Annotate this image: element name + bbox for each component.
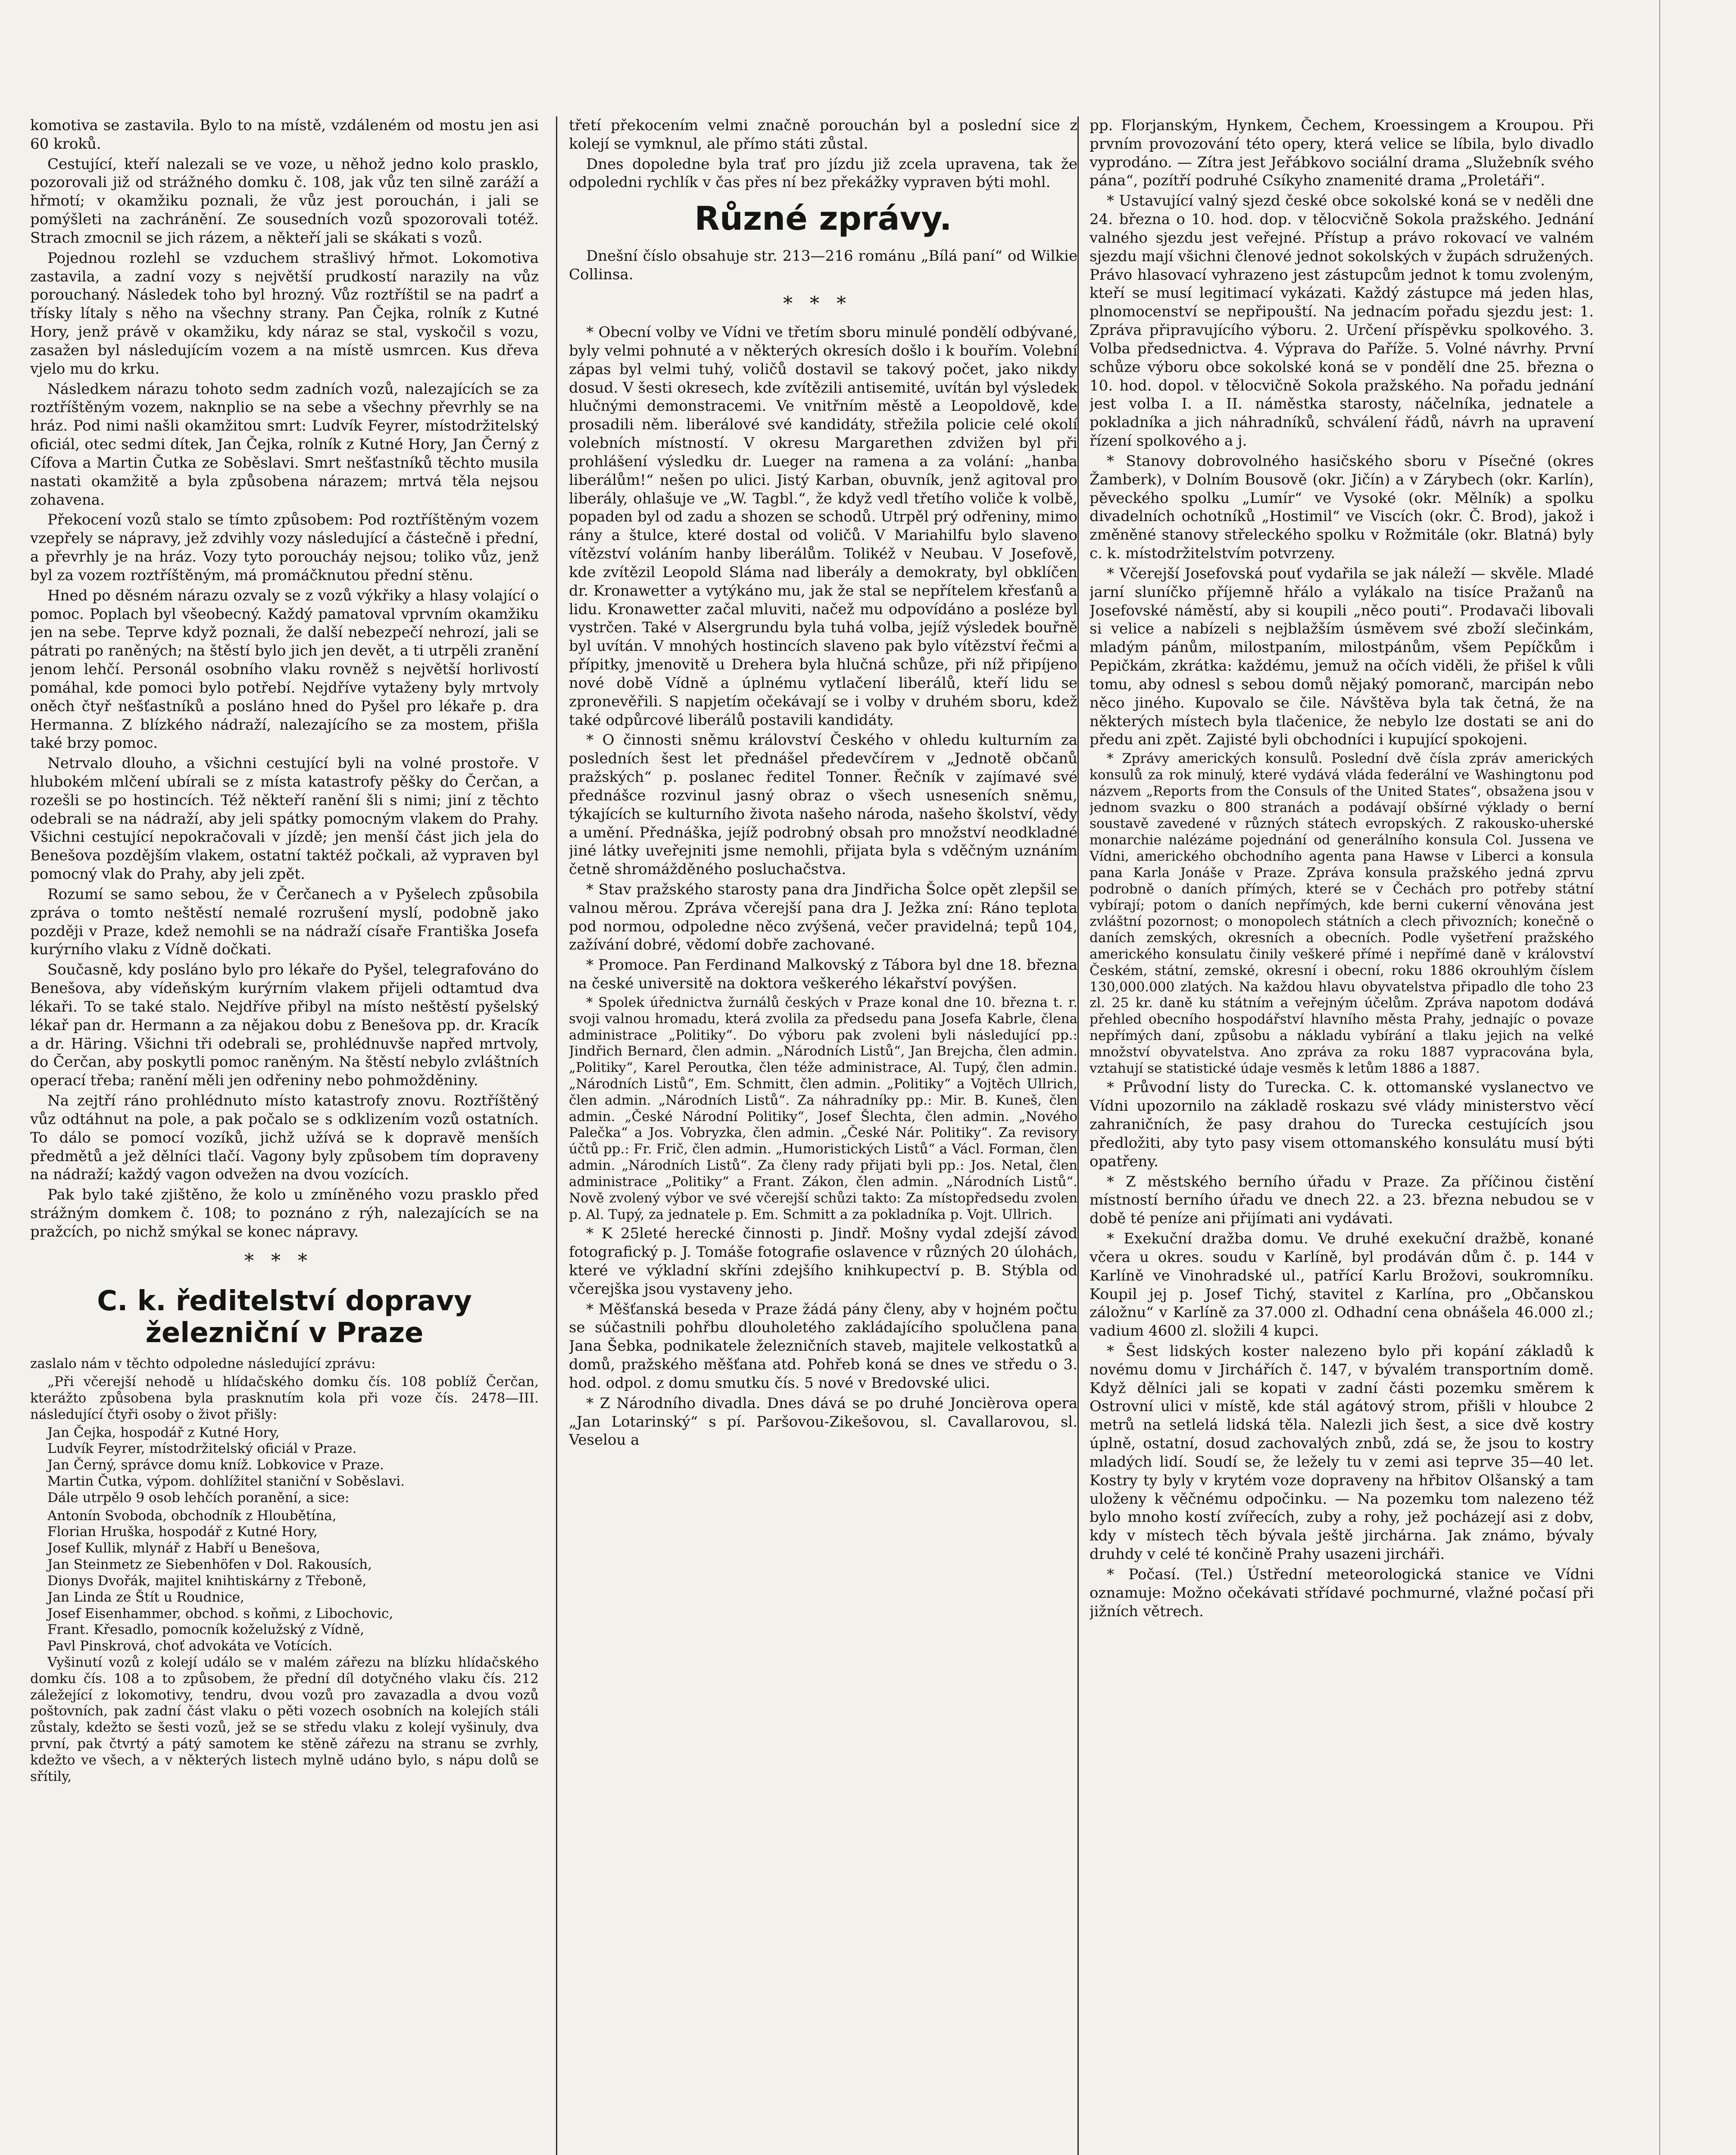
news-item: * K 25leté herecké činnosti p. Jindř. Mošny vydal zdejší závod fotografický p. J. Tomáše fotografie oslavence v různých 20 úlohách, které ve výkladní skříni zdejšího knihkupectví p. B. Stýbla od včerejška jsou vystaveny jeho. bbox=[569, 1225, 1077, 1298]
news-item: * Počasí. (Tel.) Ústřední meteorologická stanice ve Vídni oznamuje: Možno očekávati střídavé pochmurné, vlažné počasí při jižních větrech. bbox=[1090, 1565, 1594, 1620]
paragraph: pp. Florjanským, Hynkem, Čechem, Kroessingem a Kroupou. Při prvním provozování této opery, která velice se líbila, bylo divadlo vyprodáno. — Zítra jest Jeřábkovo sociální drama „Služebník svého pána“, pozítří podruhé Csíkyho znamenité drama „Proletáři“. bbox=[1090, 117, 1594, 190]
list-item: Jan Čejka, hospodář z Kutné Hory, bbox=[47, 1424, 280, 1440]
news-item: * Stanovy dobrovolného hasičského sboru v Písečné (okres Žamberk), v Dolním Bousově (okr. Jičín) a v Zárybech (okr. Karlín), pěveckého spolku „Lumír“ ve Vysoké (okr. Mělník) a spolku divadelních ochotníků „Hostimil“ ve Viscích (okr. Č. Brod), jakož i změněné stanovy střeleckého spolku v Rožmitále (okr. Blatná) byly c. k. místodržitelstvím potvrzeny. bbox=[1090, 452, 1594, 562]
paragraph: Pojednou rozlehl se vzduchem strašlivý hřmot. Lokomotiva zastavila, a zadní vozy s největší prudkostí narazily na vůz porouchaný. Následek toho byl hrozný. Vůz roztříštil se na padrť a třísky lítaly s něho na všechny strany. Pan Čejka, rolník z Kutné Hory, jenž právě v okamžiku, kdy náraz se stal, vyskočil s vozu, zasažen byl následujícím vozem a na místě usmrcen. Kus dřeva vjelo mu do krku. bbox=[30, 249, 539, 378]
paragraph: Na zejtří ráno prohlédnuto místo katastrofy znovu. Roztříštěný vůz odtáhnut na pole, a pak počalo se s odklizením vozů ostatních. To dálo se pomocí vozíků, jichž užívá se k dopravě menších předmětů a jež dělníci tlačí. Vagony byly způsobem tím dopraveny na nádraží; každý vagon odvežen na dvou vozících. bbox=[30, 1092, 539, 1184]
list-item: Martin Čutka, výpom. dohlížitel staniční v Soběslavi. bbox=[47, 1474, 405, 1489]
list-item: Pavl Pinskrová, choť advokáta ve Votících. bbox=[47, 1638, 333, 1654]
paragraph: Cestující, kteří nalezali se ve voze, u něhož jedno kolo prasklo, pozorovali již od strážného domku č. 108, jak vůz ten silně zaráží a hřmotí; v okamžiku poznali, že vůz jest porouchán, i jali se pomýšleti na zachránění. Ze sousedních vozů spozorovali totéž. Strach zmocnil se jich rázem, a někteří jali se skákati s vozů. bbox=[30, 155, 539, 247]
news-item: * Obecní volby ve Vídni ve třetím sboru minulé pondělí odbývané, byly velmi pohnuté a v některých okresích došlo i k bouřím. Volební zápas byl velmi tuhý, voličů dostavil se takový počet, jako nikdy dosud. V šesti okresech, kde zvítězili antisemité, uvítán byl výsledek hlučnými demonstracemi. Ve vnitřním městě a Leopoldově, kde prosadili něm. liberálové své kandidáty, střežila policie celé okolí volebních místností. V okresu Margarethen zdvižen byl při prohlášení výsledku dr. Lueger na ramena a za volání: „hanba liberálům!“ nešen po ulici. Jistý Karban, obuvník, jenž agitoval pro liberály, ohlašuje ve „W. Tagbl.“, že když vedl třetího voliče k volbě, popaden byl od zadu a shozen se schodů. Utrpěl prý odřeniny, mimo rány a štulce, které dostal od voličů. V Mariahilfu bylo slaveno vítězství voláním hanby liberálům. Tolikéž v Neubau. V Josefově, kde zvítězil Leopold Sláma nad liberály a demokraty, byl obklíčen dr. Kronawetter a vytýkáno mu, jak že stal se nepřítelem křesťanů a lidu. Kronawetter začal mluviti, načež mu odpovídáno a posléze byl vystrčen. Také v Alsergrundu byla tuhá volba, jejíž výsledek bouřně byl uvítán. V mnohých hostincích slaveno pak bylo vítězství řečmi a přípitky, jmenovitě u Drehera byla hlučná schůze, při níž připíjeno nové době Vídně a úplnému vytlačení liberálů, kteří lidu se zpronevěřili. S napjetím očekávají se i volby v druhém sboru, kdež také odpůrcové liberálů postavili kandidáty. bbox=[569, 324, 1077, 729]
news-item: * Ustavující valný sjezd české obce sokolské koná se v neděli dne 24. března o 10. hod. dop. v tělocvičně Sokola pražského. Jednání valného sjezdu jest veřejné. Přístup a právo rokovací ve valném sjezdu mají všichni členové jednot sokolských v župách sdružených. Právo hlasovací vyhrazeno jest zástupcům jednot k tomu zvoleným, kteří se musí legitimací vykázati. Každý zástupce má jeden hlas, plnomocenství se nepřipouští. Na jednacím pořadu sjezdu jest: 1. Zpráva připravujícího výboru. 2. Určení příspěvku spolkového. 3. Volba předsednictva. 4. Výprava do Paříže. 5. Volné návrhy. První schůze výboru obce sokolské koná se v pondělí dne 25. března o 10. hod. dopol. v tělocvičně Sokola pražského. Na pořadu jednání jest volba I. a II. náměstka starosty, náčelníka, jednatele a pokladníka a jich náhradníků, schválení řádů, návrh na upravení řízení spolkového a j. bbox=[1090, 192, 1594, 450]
paragraph: Netrvalo dlouho, a všichni cestující byli na volné prostoře. V hlubokém mlčení ubírali se z místa katastrofy pěšky do Čerčan, a rozešli se po hostincích. Též někteří ranění šli s nimi; jiní z těchto odebrali se na nádraží, aby jeli spátky pomocným vlakem do Prahy. Všichni cestující nepokračovali v jízdě; jen menší část jich jela do Benešova pozdějším vlakem, ostatní taktéž počkali, až vypraven byl pomocný vlak do Prahy, aby jeli zpět. bbox=[30, 755, 539, 883]
news-item: * Promoce. Pan Ferdinand Malkovský z Tábora byl dne 18. března na české universitě na doktora veškerého lékařství povýšen. bbox=[569, 956, 1077, 993]
section-title: Různé zprávy. bbox=[694, 199, 952, 238]
section-intro: zaslalo nám v těchto odpoledne následující zprávu: bbox=[30, 1356, 376, 1372]
news-item: * Z Národního divadla. Dnes dává se po druhé Joncièrova opera „Jan Lotarinský“ s pí. Paršovou-Zikešovou, sl. Cavallarovou, sl. Veselou a bbox=[569, 1394, 1077, 1449]
notice-text: „Při včerejší nehodě u hlídačského domku čís. 108 poblíž Čerčan, kterážto způsobena byla prasknutím kola při voze čís. 2478—III. následující čtyři osoby o život přišly: bbox=[30, 1374, 539, 1422]
paragraph: Pak bylo také zjištěno, že kolo u zmíněného vozu prasklo před strážným domkem č. 108; to poznáno z rýh, nalezajících se na pražcích, po nichž smýkal se konec nápravy. bbox=[30, 1186, 539, 1240]
news-item: * Stav pražského starosty pana dra Jindřicha Šolce opět zlepšil se valnou měrou. Zpráva včerejší pana dra J. Ježka zní: Ráno teplota pod normou, odpoledne něco zvýšená, večer pravidelná; tepů 104, zažívání dobré, vědomí dobře zachované. bbox=[569, 881, 1077, 954]
notice-text: Dále utrpělo 9 osob lehčích poranění, a sice: bbox=[47, 1490, 350, 1505]
list-item: Jan Černý, správce domu kníž. Lobkovice v Praze. bbox=[47, 1457, 384, 1473]
news-item: * Spolek úřednictva žurnálů českých v Praze konal dne 10. března t. r. svoji valnou hromadu, která zvolila za předsedu pana Josefa Kabrle, člena administrace „Politiky“. Do výboru pak zvoleni byli následující pp.: Jindřich Bernard, člen admin. „Národních Listů“, Jan Brejcha, člen admin. „Politiky“, Karel Peroutka, člen téže administrace, Al. Tupý, člen admin. „Národních Listů“, Em. Schmitt, člen admin. „Politiky“ a Vojtěch Ullrich, člen admin. „Národních Listů“. Za náhradníky pp.: Mir. B. Kuneš, člen admin. „České Národní Politiky“, Josef Šlechta, člen admin. „Nového Palečka“ a Jos. Vobryzka, člen admin. „České Nár. Politiky“. Za revisory účtů pp.: Fr. Frič, člen admin. „Humoristických Listů“ a Václ. Forman, člen admin. „Národních Listů“. Za členy rady přijati byli pp.: Jos. Netal, člen administrace „Politiky“ a Frant. Zákon, člen admin. „Národních Listů“. Nově zvolený výbor ve své včerejší schůzi takto: Za místopředsedu zvolen p. Al. Tupý, za jednatele p. Em. Schmitt a za pokladníka p. Vojt. Ullrich. bbox=[569, 994, 1077, 1222]
news-item: * Průvodní listy do Turecka. C. k. ottomanské vyslanectvo ve Vídni upozornilo na základě roskazu své vlády ministerstvo věcí zahraničních, že pasy drahou do Turecka cestujících jsou předložiti, aby tyto pasy visem ottomanského konsulátu musí býti opatřeny. bbox=[1090, 1079, 1594, 1170]
paragraph: Následkem nárazu tohoto sedm zadních vozů, nalezajících se za roztříštěným vozem, naknplio se na sebe a všechny převrhly se na hráz. Pod nimi našli okamžitou smrt: Ludvík Feyrer, místodržitelský oficiál, otec sedmi dítek, Jan Čejka, rolník z Kutné Hory, Jan Černý z Cífova a Martin Čutka ze Soběslavi. Smrt nešťastníků těchto musila nastati okamžitě a byla způsobena nárazem; mrtvá těla nejsou zohavena. bbox=[30, 380, 539, 509]
paragraph: Hned po děsném nárazu ozvaly se z vozů výkřiky a hlasy volající o pomoc. Poplach byl všeobecný. Každý pamatoval vprvním okamžiku jen na sebe. Teprve když poznali, že další nebezpečí nehrozí, jali se pátrati po raněných; na štěstí bylo jich jen devět, a ti utrpěli zranění jenom lehčí. Personál osobního vlaku rovněž s největší horlivostí pomáhal, kde pomoci bylo potřebí. Nejdříve vytaženy byly mrtvoly oněch čtyř nešťastníků a posláno hned do Pyšel pro lékaře p. dra Hermanna. Z blízkého nádraží, nalezajícího se za mostem, přišla také brzy pomoc. bbox=[30, 587, 539, 752]
paragraph: třetí překocením velmi značně porouchán byl a poslední sice z kolejí se vymknul, ale přímo státi zůstal. bbox=[569, 117, 1077, 153]
section-heading: C. k. ředitelství dopravy železniční v Praze bbox=[97, 1285, 472, 1349]
list-item: Josef Kullik, mlynář z Habří u Benešova, bbox=[47, 1540, 321, 1556]
paragraph: Vyšinutí vozů z kolejí událo se v malém zářezu na blízku hlídačského domku čís. 108 a to způsobem, že přední díl dotyčného vlaku čís. 212 záležející z lokomotivy, tendru, dvou vozů pro zavazadla a dvou vozů poštovních, pak zadní část vlaku o pěti vozech osobních na kolejích stáli zůstaly, kdežto se šesti vozů, jež se se středu vlaku z kolejí vyšinuly, dva první, pak čtvrtý a pátý samotem ke stěně zářezu na stranu se zvrhly, kdežto ve všech, a v některých listech mylně udáno bylo, s nápu dolů se sřítily, bbox=[30, 1654, 539, 1784]
list-item: Antonín Svoboda, obchodník z Hloubětína, bbox=[47, 1508, 337, 1524]
news-item: * Včerejší Josefovská pouť vydařila se jak náleží — skvěle. Mladé jarní sluníčko příjemně hřálo a vylákalo na tisíce Pražanů na Josefovské náměstí, aby si koupili „něco pouti“. Prodavači libovali si velice a nabízeli s nejblažším úsměvem své zboží slečinkám, mladým pánům, milostpaním, milostpánům, všem Pepíčkům i Pepičkám, zkrátka: každému, jemuž na očích viděli, že přišel k vůli tomu, aby odnesl s sebou domů nějaký pomoranč, marcipán nebo něco jiného. Kupovalo se čile. Návštěva byla tak četná, že na některých místech byla tlačenice, že nebylo lze dostati se ani do předu ani zpět. Zajisté byli obchodníci i kupující spokojeni. bbox=[1090, 565, 1594, 749]
page-edge bbox=[1659, 0, 1660, 2155]
column-3 bbox=[1090, 116, 1594, 2155]
news-item: * O činnosti sněmu království Českého v ohledu kulturním za posledních šest let přednášel předevčírem v „Jednotě občanů pražských“ p. poslanec ředitel Tonner. Řečník v zajímavé své přednášce rozvinul jasný obraz o všech usneseních sněmu, týkajících se kulturního života našeho národa, našeho školství, vědy a umění. Přednáška, jejíž podrobný obsah pro množství neodkladné jiné látky uveřejniti jsme nemohli, přijata byla s vděčným uznáním četně shromážděného posluchačstva. bbox=[569, 731, 1077, 878]
list-item: Josef Eisenhammer, obchod. s koňmi, z Libochovic, bbox=[47, 1605, 393, 1621]
news-item: * Z městského berního úřadu v Praze. Za příčinou čistění místností berního úřadu ve dnech 22. a 23. března nebudou se v době té peníze ani přijímati ani vydávati. bbox=[1090, 1173, 1594, 1227]
list-item: Ludvík Feyrer, místodržitelský oficiál v Praze. bbox=[47, 1441, 357, 1457]
section-stars: *** bbox=[244, 1249, 325, 1272]
column-1 bbox=[30, 116, 539, 2155]
news-item: * Šest lidských koster nalezeno bylo při kopání základů k novému domu v Jirchářích č. 147, v bývalém transportním domě. Když dělníci jali se kopati v zadní části pozemku směrem k Ostrovní ulici v místě, kde stál agátový strom, přišli v hloubce 2 metrů na setlelá lidská těla. Nalezli jich šest, a sice dvě kostry úplně, ostatní, dosud zachovalých znbů, zdá se, že jsou to kostry mladých lidí. Soudí se, že ležely tu v zemi asi teprve 35—40 let. Kostry ty byly v krytém voze dopraveny na hřbitov Olšanský a tam uloženy k věčnému odpočinku. — Na pozemku tom nalezeno též bylo mnoho kostí zvířecích, zuby a rohy, jež pocházejí asi z dobv, kdy v místech těch bývala ještě jirchárna. Jak známo, bývaly druhdy v celé té končině Prahy usazeni jircháři. bbox=[1090, 1343, 1594, 1563]
list-item: Jan Linda ze Štít u Roudnice, bbox=[47, 1589, 244, 1605]
paragraph: Dnes dopoledne byla trať pro jízdu již zcela upravena, tak že odpoledni rychlík v čas přes ní bez překážky vypraven býti mohl. bbox=[569, 155, 1077, 191]
column-2 bbox=[569, 116, 1077, 2155]
paragraph: Dnešní číslo obsahuje str. 213—216 románu „Bílá paní“ od Wilkie Collinsa. bbox=[569, 247, 1077, 283]
paragraph: Rozumí se samo sebou, že v Čerčanech a v Pyšelech způsobila zpráva o tomto neštěstí nemalé rozrušení myslí, podobně jako později v Praze, kdež nemohli se na nádraží císaře Františka Josefa kurýrního vlaku z Vídně dočkati. bbox=[30, 885, 539, 959]
news-item: * Zprávy amerických konsulů. Poslední dvě čísla zpráv amerických konsulů za rok minulý, které vydává vláda federální ve Washingtonu pod názvem „Reports from the Consuls of the United States“, obsažena jsou v jednom svazku o 800 stranách a podávají obšírné výklady o berní soustavě zavedené v různých státech evropských. Z rakousko-uherské monarchie nalézáme pojednání od generálního konsula Col. Jussena ve Vídni, amerického obchodního agenta pana Hawse v Liberci a konsula pana Karla Jonáše v Praze. Zpráva konsula pražského jedná zprvu podrobně o daních přímých, které se v Čechách pro potřeby státní vybírají; potom o daních nepřímých, kde berni cukerní věnována jest zvláštní pozornost; o monopolech státních a clech přivozních; konečně o daních zemských, okresních a obecních. Podle vyšetření pražského amerického konsulatu činily veškeré přímé i nepřímé daně v království Českém, státní, zemské, okresní i obecní, roku 1886 okrouhlým číslem 130,000.000 zlatých. Na každou hlavu obyvatelstva připadlo dle toho 23 zl. 25 kr. daně ku státním a veřejným účelům. Zpráva napotom dodává přehled obecního hospodářství hlavního města Prahy, jednajíc o povaze nepřímých daní, způsobu a nákladu vybírání a tlaku jejich na velké množství obyvatelstva. Ano zpráva za roku 1887 vypracována byla, vztahují se statistické údaje vesměs k letům 1886 a 1887. bbox=[1090, 751, 1594, 1076]
paragraph: komotiva se zastavila. Bylo to na místě, vzdáleném od mostu jen asi 60 kroků. bbox=[30, 117, 539, 153]
news-item: * Měšťanská beseda v Praze žádá pány členy, aby v hojném počtu se súčastnili pohřbu dlouholetého zakládajícího spolučlena pana Jana Šebka, podnikatele železničních staveb, majitele velkostatků a domů, pražského měšťana atd. Pohřeb koná se dnes ve středu o 3. hod. odpol. z domu smutku čís. 5 nové v Bredovské ulici. bbox=[569, 1300, 1077, 1392]
paragraph: Překocení vozů stalo se tímto způsobem: Pod roztříštěným vozem vzepřely se nápravy, jež zdvihly vozy následující a částečně i přední, a převrhly je na hráz. Vozy tyto poroucháy nejsou; toliko vůz, jenž byl za vozem roztříštěným, má promáčknutou přední stěnu. bbox=[30, 511, 539, 584]
paragraph: Současně, kdy posláno bylo pro lékaře do Pyšel, telegrafováno do Benešova, aby vídeňským kurýrním vlakem přijeli odtamtud dva lékaři. To se také stalo. Nejdříve přibyl na místo neštěstí pyšelský lékař pan dr. Hermann a za nějakou dobu z Benešova pp. dr. Kracík a dr. Häring. Všichni tři odebrali se, prohlédnuvše napřed mrtvoly, do Čerčan, aby poskytli pomoc raněným. Na štěstí nebylo zvláštních operací třeba; ranění měli jen odřeniny nebo pohmožděniny. bbox=[30, 961, 539, 1090]
column-rule bbox=[1077, 116, 1079, 2155]
list-item: Frant. Křesadlo, pomocník koželužský z Vídně, bbox=[47, 1622, 365, 1638]
column-rule bbox=[556, 116, 557, 2155]
list-item: Dionys Dvořák, majitel knihtiskárny z Třeboně, bbox=[47, 1573, 367, 1589]
section-stars: *** bbox=[783, 292, 863, 315]
list-item: Jan Steinmetz ze Siebenhöfen v Dol. Rakousích, bbox=[47, 1557, 372, 1573]
news-item: * Exekuční dražba domu. Ve druhé exekuční dražbě, konané včera u okres. soudu v Karlíně, byl prodáván dům č. p. 144 v Karlíně ve Vinohradské ul., patřící Karlu Brožovi, soukromníku. Koupil jej p. Josef Tichý, stavitel z Karlína, pro „Občanskou záložnu“ v Karlíně za 37.000 zl. Odhadní cena obnášela 46.000 zl.; vadium 4600 zl. složili 4 kupci. bbox=[1090, 1230, 1594, 1340]
list-item: Florian Hruška, hospodář z Kutné Hory, bbox=[47, 1524, 318, 1540]
